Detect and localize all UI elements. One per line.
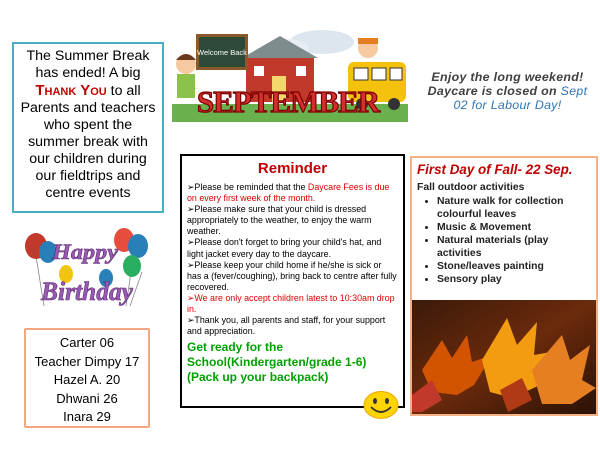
thank-you-text: Thank You [35,82,107,99]
fall-activities-list [417,195,591,286]
reminder-item: ➢Please make sure that your child is dressed appropriately to the weather, to enjoy the warm weather. [187,204,372,237]
chalkboard-icon [196,34,248,70]
birthday-name: Hazel A. 20 [53,372,121,388]
birthday-name: Teacher Dimpy 17 [34,353,140,369]
fall-subtitle: Fall outdoor activities [417,182,525,193]
labour-date: Sept 02 for Labour Day! [453,84,588,112]
birthday-name: Dhwani 26 [56,390,118,406]
labour-text: Enjoy the long weekend! Daycare is closed on [427,70,584,98]
boy-icon [358,38,378,58]
fall-activity: • Sensory play [437,273,591,286]
smiley-icon [362,390,400,420]
fall-activity: • Natural materials (play activities [437,234,591,260]
birthday-name: Carter 06 [59,335,115,350]
girl-icon [176,54,196,98]
labour-day-notice [425,70,590,112]
september-title: SEPTEMBER [196,84,380,119]
reminder-item: ➢Thank you, all parents and staff, for your support and appreciation. [187,315,386,337]
summer-text-2: to all Parents and teachers who spent the summer break with our children during our fieldtrips and centre events [20,83,156,201]
reminder-box [180,154,405,408]
summer-break-box [12,42,164,213]
reminder-item: ➢Please be reminded that the Daycare Fees is due on every first week of the month. [187,182,390,204]
fall-activity: • Nature walk for collection colourful leaves [437,195,591,221]
svg-text:Birthday: Birthday [40,277,134,306]
reminder-title: Reminder [257,160,328,177]
summer-text-1: The Summer Break has ended! A big [26,48,150,81]
birthday-names-box [24,328,150,428]
happy-birthday-graphic [22,226,152,322]
birthday-name: Inara 29 [63,409,111,425]
chalkboard-text: Welcome Back [197,48,247,57]
fall-activity: • Stone/leaves painting [437,260,591,273]
autumn-leaves-image [412,300,596,414]
svg-text:Happy: Happy [50,239,119,264]
reminder-item: ➢Please keep your child home if he/she is sick or has a (fever/coughing), bring back to centre after fully recovered. [187,259,397,292]
reminder-item: ➢Please don't forget to bring your child's hat, and light jacket every day to the daycare. [187,237,382,259]
september-banner [172,26,408,122]
fall-title: First Day of Fall- 22 Sep. [417,162,573,177]
fall-activity: • Music & Movement [437,221,591,234]
get-ready-message: Get ready for the School(Kindergarten/grade 1-6) (Pack up your backpack) [187,340,367,384]
reminder-item: ➢We are only accept children latest to 10:30am drop in. [187,292,395,315]
